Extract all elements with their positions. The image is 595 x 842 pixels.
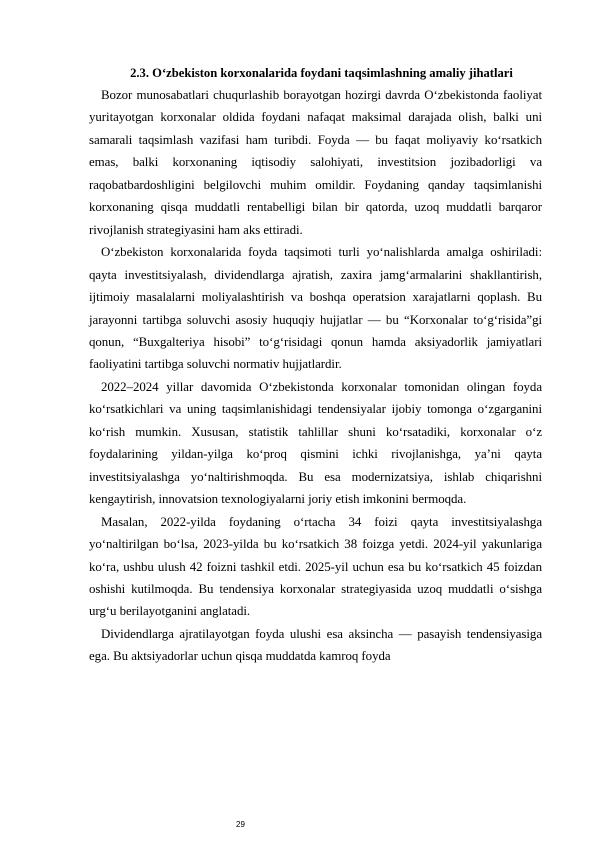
- paragraph-3: 2022–2024 yillar davomida O‘zbekistonda korxonalar tomonidan olingan foyda ko‘rsatkichlari va uning taqsimlanishidagi tendensiyalar ijobiy tomonga o‘zgarganini ko‘rish mumkin. Xususan, statistik tahlillar shuni ko‘rsatadiki, korxonalar o‘z foydalarining yildan-yilga ko‘proq qismini ichki rivojlanishga, ya’ni qayta investitsiyalashga yo‘naltirishmoqda. Bu esa modernizatsiya, ishlab chiqarishni kengaytirish, innovatsion texnologiyalarni joriy etish imkonini bermoqda.: [89, 379, 542, 507]
- paragraph-2: O‘zbekiston korxonalarida foyda taqsimoti turli yo‘nalishlarda amalga oshiriladi: qayta investitsiyalash, dividendlarga ajratish, zaxira jamg‘armalarini shakllantirish, ijtimoiy masalalarni moliyalashtirish va boshqa operatsion xarajatlarni qoplash. Bu jarayonni tartibga soluvchi asosiy huquqiy hujjatlar — bu “Korxonalar to‘g‘risida”gi qonun, “Buxgalteriya hisobi” to‘g‘risidagi qonun hamda aksiyadorlik jamiyatlari faoliyatini tartibga soluvchi normativ hujjatlardir.: [89, 245, 542, 372]
- section-heading: 2.3. O‘zbekiston korxonalarida foydani taqsimlashning amaliy jihatlari: [130, 66, 513, 80]
- paragraph-1: Bozor munosabatlari chuqurlashib borayotgan hozirgi davrda O‘zbekistonda faoliyat yuritayotgan korxonalar oldida foydani nafaqat maksimal darajada olish, balki uni samarali taqsimlash vazifasi ham turibdi. Foyda — bu faqat moliyaviy ko‘rsatkich emas, balki korxonaning iqtisodiy salohiyati, investitsion jozibadorligi va raqobatbardoshligini belgilovchi muhim omildir. Foydaning qanday taqsimlanishi korxonaning qisqa muddatli rentabelligi bilan bir qatorda, uzoq muddatli barqaror rivojlanish strategiyasini ham aks ettiradi.: [89, 88, 542, 237]
- page-number: 29: [236, 820, 245, 829]
- paragraph-4: Masalan, 2022-yilda foydaning o‘rtacha 34 foizi qayta investitsiyalashga yo‘naltirilgan bo‘lsa, 2023-yilda bu ko‘rsatkich 38 foizga yetdi. 2024-yil yakunlariga ko‘ra, ushbu ulush 42 foizni tashkil etdi. 2025-yil uchun esa bu ko‘rsatkich 45 foizdan oshishi kutilmoqda. Bu tendensiya korxonalar strategiyasida uzoq muddatli o‘sishga urg‘u berilayotganini anglatadi.: [89, 514, 542, 619]
- paragraph-5: Dividendlarga ajratilayotgan foyda ulushi esa aksincha — pasayish tendensiyasiga ega. Bu aktsiyadorlar uchun qisqa muddatda kamroq foyda: [89, 626, 542, 664]
- document-page: [89, 65, 542, 668]
